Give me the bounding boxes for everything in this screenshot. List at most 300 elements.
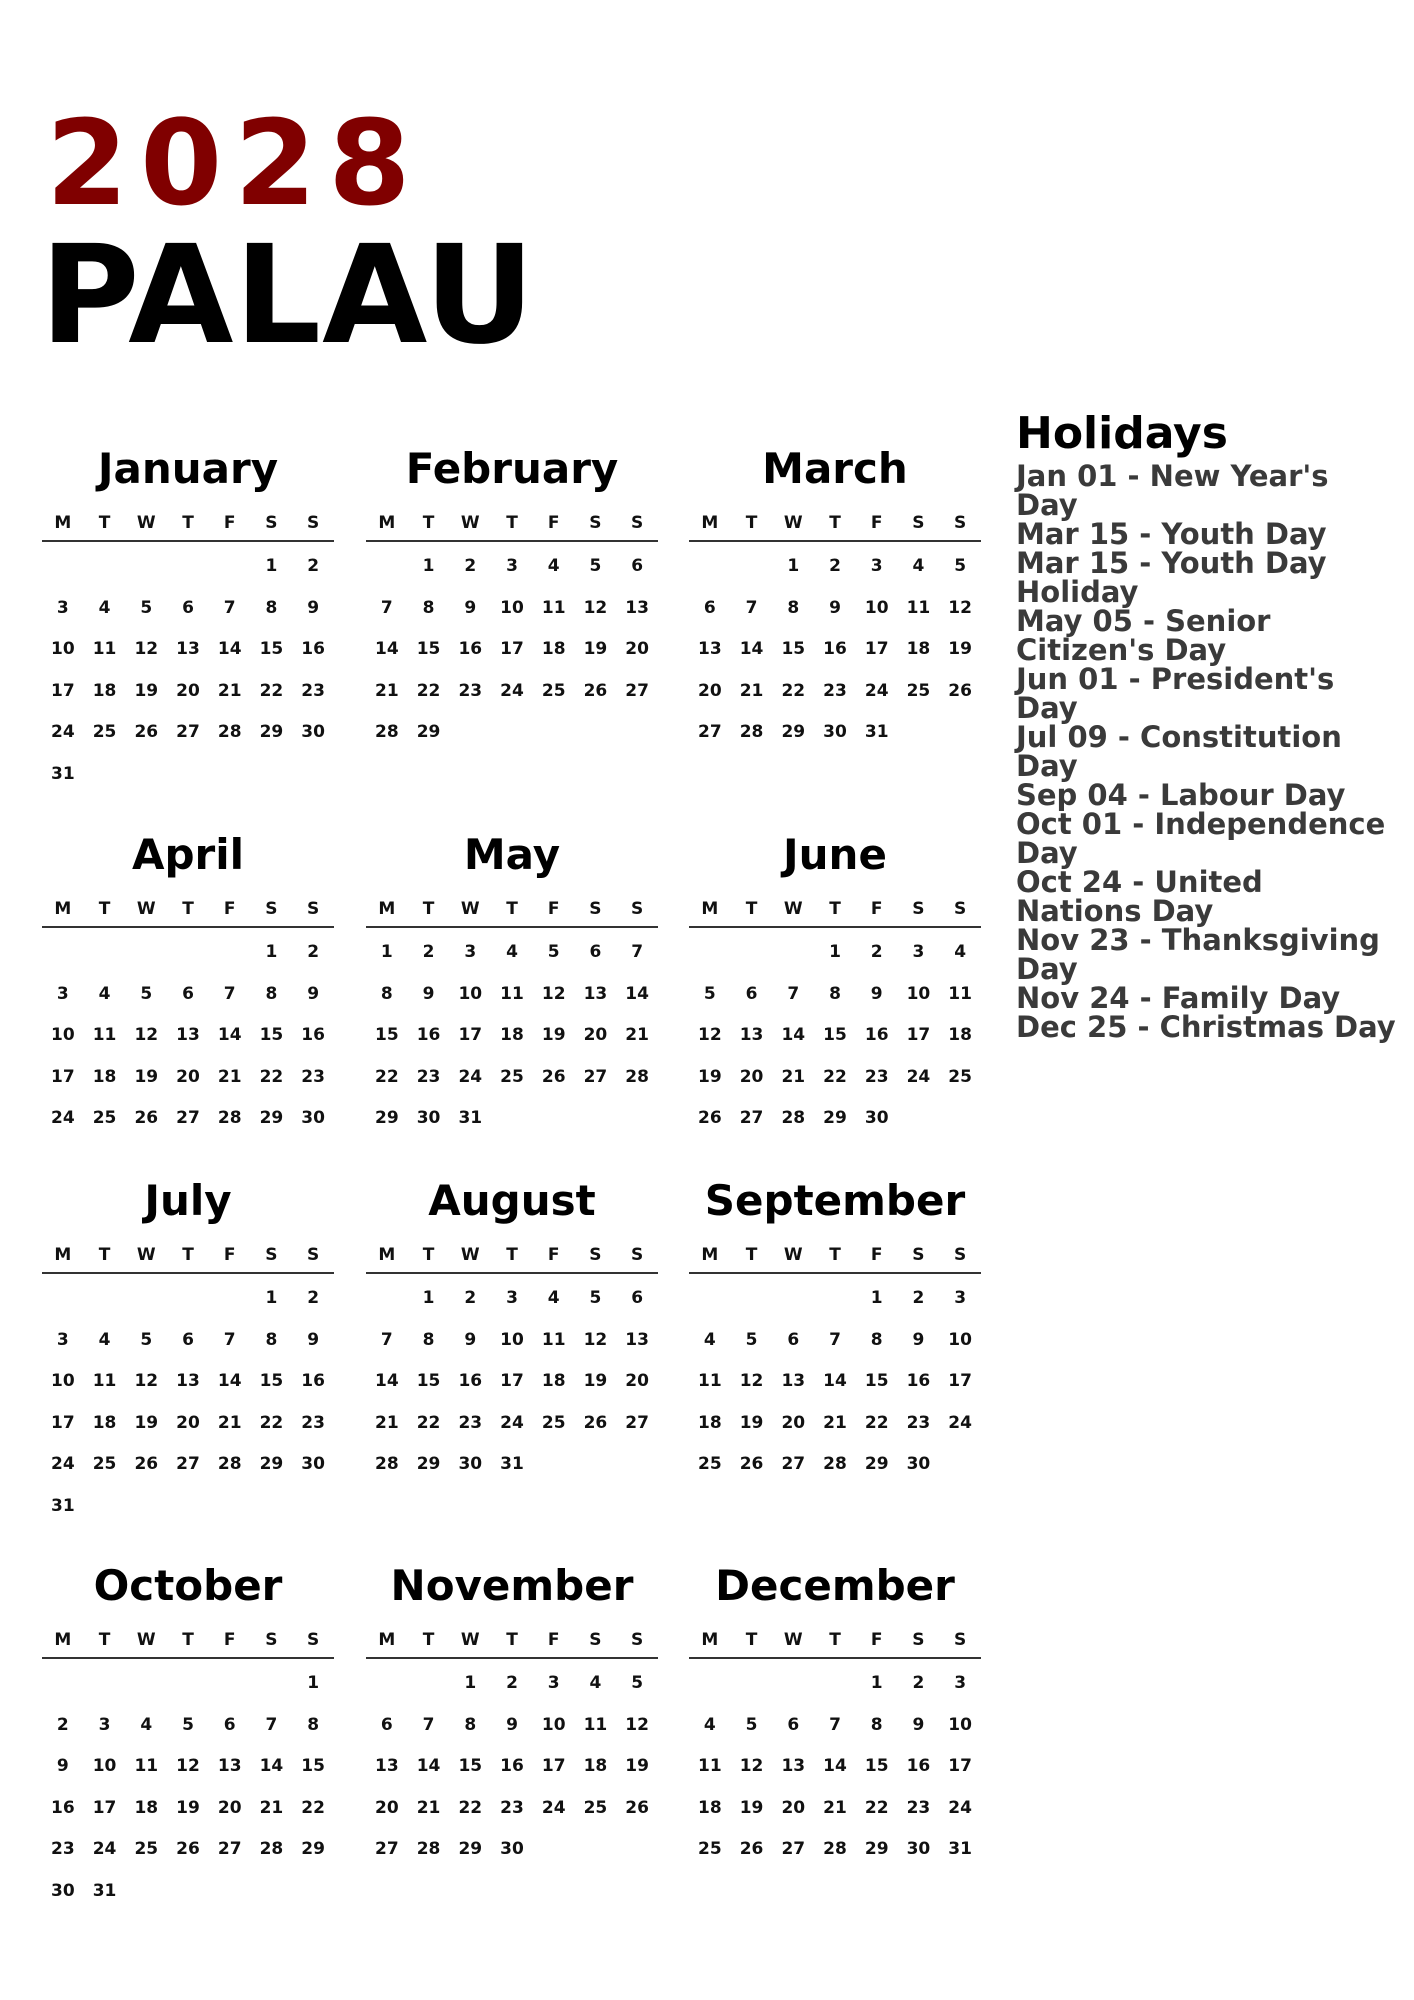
day-cell: 20 — [739, 1066, 764, 1087]
empty-cell — [366, 1278, 408, 1320]
weekday-header: M — [366, 892, 408, 928]
day-cell: 6 — [182, 597, 194, 618]
day-cell: 28 — [375, 722, 399, 742]
day-cell: 30 — [51, 1880, 75, 1901]
day-cell: 5 — [703, 983, 716, 1004]
day-cell: 11 — [500, 983, 524, 1004]
day-cell: 4 — [506, 942, 518, 962]
holiday-item: Jul 09 - Constitution Day — [1016, 720, 1342, 783]
day-cell: 4 — [98, 983, 111, 1004]
day-cell: 1 — [787, 556, 800, 576]
weekday-header: M — [689, 1623, 731, 1659]
day-cell: 20 — [625, 639, 649, 659]
day-cell: 13 — [698, 639, 722, 659]
day-cell: 25 — [583, 1797, 608, 1818]
day-cell: 24 — [541, 1797, 566, 1818]
weekday-header: T — [491, 1238, 533, 1274]
day-cell: 26 — [134, 1454, 159, 1474]
month-name: October — [93, 1561, 283, 1610]
empty-cell — [731, 546, 773, 588]
weekday-header: M — [366, 1623, 408, 1659]
day-cell: 30 — [906, 1839, 931, 1859]
day-cell: 29 — [259, 1454, 284, 1474]
day-cell: 19 — [176, 1797, 200, 1818]
month-name: December — [715, 1561, 955, 1610]
day-cell: 23 — [906, 1797, 931, 1818]
day-cell: 10 — [51, 1371, 75, 1391]
day-cell: 22 — [458, 1797, 483, 1818]
day-cell: 22 — [823, 1066, 847, 1087]
day-cell: 27 — [781, 1839, 806, 1859]
month-march — [689, 444, 981, 754]
weekday-header: F — [533, 1238, 575, 1274]
day-cell: 1 — [870, 1288, 883, 1308]
weekday-header: T — [814, 1623, 856, 1659]
day-cell: 12 — [583, 597, 608, 618]
day-cell: 16 — [500, 1756, 524, 1776]
day-cell: 26 — [541, 1066, 566, 1087]
day-cell: 11 — [541, 1329, 566, 1350]
day-cell: 4 — [703, 1714, 716, 1735]
holidays-title: Holidays — [1016, 408, 1228, 459]
empty-cell — [84, 932, 126, 974]
holiday-item: Sep 04 - Labour Day — [1016, 778, 1346, 812]
weekday-header: F — [856, 892, 898, 928]
day-cell: 4 — [703, 1329, 716, 1350]
day-cell: 30 — [906, 1454, 931, 1474]
empty-cell — [167, 1278, 209, 1320]
day-cell: 15 — [781, 639, 806, 659]
day-cell: 23 — [458, 680, 483, 701]
day-cell: 29 — [259, 722, 284, 742]
empty-cell — [42, 1278, 84, 1320]
month-name: November — [390, 1561, 634, 1610]
day-cell: 8 — [870, 1714, 883, 1735]
day-cell: 22 — [781, 680, 806, 701]
weekday-header: W — [449, 1623, 491, 1659]
weekday-header: F — [533, 1623, 575, 1659]
day-cell: 13 — [781, 1756, 806, 1776]
day-cell: 27 — [625, 1412, 649, 1433]
day-cell: 6 — [745, 983, 758, 1004]
day-cell: 5 — [547, 942, 560, 962]
day-cell: 13 — [625, 1329, 649, 1350]
year-title: 2028 — [46, 94, 423, 232]
day-cell: 3 — [506, 556, 518, 576]
day-cell: 12 — [583, 1329, 608, 1350]
day-cell: 25 — [500, 1066, 524, 1087]
day-cell: 13 — [625, 597, 649, 618]
weekday-header: F — [209, 1238, 251, 1274]
day-cell: 28 — [217, 722, 242, 742]
day-cell: 13 — [176, 639, 200, 659]
day-cell: 20 — [375, 1797, 399, 1818]
day-cell: 18 — [698, 1412, 722, 1433]
day-cell: 15 — [823, 1025, 847, 1045]
day-cell: 13 — [739, 1025, 764, 1045]
day-grid — [689, 1623, 981, 1871]
weekday-header: S — [939, 506, 981, 542]
day-cell: 6 — [787, 1329, 800, 1350]
day-cell: 16 — [864, 1025, 889, 1045]
day-cell: 20 — [176, 1066, 200, 1087]
day-cell: 29 — [416, 722, 441, 742]
weekday-header: T — [408, 892, 450, 928]
weekday-header: S — [939, 1238, 981, 1274]
day-cell: 26 — [583, 680, 608, 701]
empty-cell — [814, 1278, 856, 1320]
day-cell: 25 — [92, 722, 117, 742]
day-cell: 7 — [631, 942, 644, 962]
day-cell: 20 — [781, 1797, 806, 1818]
day-cell: 10 — [906, 983, 931, 1004]
empty-cell — [366, 1663, 408, 1705]
day-cell: 24 — [500, 680, 524, 701]
day-cell: 18 — [948, 1025, 972, 1045]
month-september — [689, 1176, 981, 1486]
empty-cell — [814, 1663, 856, 1705]
day-cell: 26 — [948, 680, 972, 701]
weekday-header: F — [209, 1623, 251, 1659]
day-cell: 12 — [739, 1756, 764, 1776]
day-cell: 10 — [500, 597, 524, 618]
day-cell: 1 — [265, 1288, 278, 1308]
month-november — [366, 1561, 658, 1871]
day-cell: 4 — [912, 556, 925, 576]
empty-cell — [772, 1663, 814, 1705]
day-cell: 2 — [422, 942, 435, 962]
day-cell: 29 — [458, 1839, 483, 1859]
day-cell: 24 — [51, 1108, 75, 1128]
day-cell: 9 — [56, 1756, 69, 1776]
weekday-header: T — [731, 506, 773, 542]
day-cell: 11 — [906, 597, 931, 618]
day-cell: 19 — [583, 639, 608, 659]
day-cell: 14 — [217, 1371, 242, 1391]
weekday-header: S — [898, 892, 940, 928]
day-cell: 27 — [375, 1839, 399, 1859]
day-cell: 14 — [375, 639, 399, 659]
day-cell: 14 — [375, 1371, 399, 1391]
day-cell: 18 — [92, 1066, 117, 1087]
weekday-header: W — [772, 506, 814, 542]
weekday-header: M — [42, 1238, 84, 1274]
day-cell: 28 — [217, 1108, 242, 1128]
day-cell: 8 — [380, 983, 393, 1004]
day-cell: 28 — [823, 1454, 847, 1474]
day-cell: 2 — [307, 1288, 320, 1308]
month-name: July — [144, 1176, 232, 1225]
day-cell: 31 — [500, 1454, 524, 1474]
day-cell: 30 — [301, 1108, 325, 1128]
day-cell: 24 — [51, 1454, 75, 1474]
weekday-header: S — [292, 506, 334, 542]
day-cell: 6 — [589, 942, 602, 962]
month-name: February — [405, 444, 619, 493]
day-cell: 29 — [823, 1108, 847, 1128]
day-cell: 16 — [906, 1371, 931, 1391]
day-cell: 1 — [829, 942, 841, 962]
day-cell: 11 — [134, 1756, 159, 1776]
day-cell: 12 — [134, 1371, 159, 1391]
day-cell: 22 — [375, 1066, 399, 1087]
day-grid — [689, 506, 981, 754]
weekday-header: S — [939, 892, 981, 928]
day-cell: 21 — [625, 1025, 649, 1045]
day-cell: 30 — [301, 722, 325, 742]
day-cell: 7 — [223, 983, 236, 1004]
month-name: April — [131, 830, 245, 879]
month-name: May — [463, 830, 561, 879]
day-cell: 9 — [307, 597, 320, 618]
day-cell: 12 — [134, 639, 159, 659]
day-cell: 28 — [217, 1454, 242, 1474]
day-cell: 4 — [589, 1673, 602, 1693]
month-january — [42, 444, 334, 795]
weekday-header: T — [167, 892, 209, 928]
day-grid — [366, 1238, 658, 1486]
holiday-item: Jun 01 - President's Day — [1016, 662, 1335, 725]
weekday-header: T — [491, 506, 533, 542]
day-grid — [689, 892, 981, 1140]
weekday-header: T — [167, 1238, 209, 1274]
day-cell: 23 — [864, 1066, 889, 1087]
day-cell: 22 — [259, 1412, 284, 1433]
day-cell: 20 — [625, 1371, 649, 1391]
day-cell: 22 — [864, 1797, 889, 1818]
weekday-header: S — [939, 1623, 981, 1659]
day-cell: 16 — [416, 1025, 441, 1045]
day-cell: 8 — [265, 983, 278, 1004]
day-cell: 26 — [698, 1108, 722, 1128]
day-cell: 13 — [375, 1756, 399, 1776]
day-cell: 7 — [787, 983, 800, 1004]
day-cell: 10 — [541, 1714, 566, 1735]
day-cell: 1 — [265, 556, 278, 576]
weekday-header: W — [449, 892, 491, 928]
day-cell: 22 — [259, 1066, 284, 1087]
day-cell: 17 — [51, 1066, 75, 1087]
day-cell: 1 — [422, 556, 435, 576]
day-cell: 3 — [56, 1329, 69, 1350]
day-cell: 25 — [698, 1839, 722, 1859]
empty-cell — [689, 1278, 731, 1320]
day-cell: 16 — [301, 1025, 325, 1045]
weekday-header: S — [251, 506, 293, 542]
day-cell: 10 — [51, 1025, 75, 1045]
weekday-header: F — [209, 506, 251, 542]
empty-cell — [731, 1663, 773, 1705]
day-cell: 13 — [781, 1371, 806, 1391]
day-cell: 18 — [698, 1797, 722, 1818]
day-cell: 27 — [176, 1108, 200, 1128]
day-cell: 16 — [823, 639, 847, 659]
day-cell: 6 — [631, 1288, 644, 1308]
empty-cell — [772, 932, 814, 974]
day-cell: 23 — [301, 680, 325, 701]
weekday-header: W — [772, 892, 814, 928]
weekday-header: S — [575, 1238, 617, 1274]
day-cell: 2 — [506, 1673, 518, 1693]
day-cell: 19 — [541, 1025, 566, 1045]
day-cell: 26 — [739, 1454, 764, 1474]
day-cell: 30 — [500, 1839, 524, 1859]
day-cell: 11 — [698, 1371, 722, 1391]
day-cell: 14 — [781, 1025, 806, 1045]
day-cell: 1 — [307, 1673, 320, 1693]
day-cell: 18 — [134, 1797, 159, 1818]
day-cell: 17 — [906, 1025, 931, 1045]
weekday-header: T — [731, 1238, 773, 1274]
day-cell: 22 — [864, 1412, 889, 1433]
day-cell: 3 — [954, 1673, 967, 1693]
weekday-header: W — [772, 1623, 814, 1659]
day-cell: 14 — [259, 1756, 284, 1776]
day-cell: 23 — [823, 680, 847, 701]
month-july — [42, 1176, 334, 1527]
day-cell: 14 — [823, 1756, 847, 1776]
day-cell: 7 — [265, 1714, 278, 1735]
day-cell: 1 — [380, 942, 393, 962]
empty-cell — [167, 1663, 209, 1705]
day-cell: 13 — [176, 1025, 200, 1045]
day-cell: 5 — [589, 1288, 602, 1308]
day-cell: 3 — [56, 597, 69, 618]
day-cell: 15 — [416, 1371, 441, 1391]
day-cell: 2 — [307, 942, 320, 962]
day-cell: 12 — [948, 597, 972, 618]
weekday-header: T — [84, 892, 126, 928]
day-cell: 4 — [98, 597, 111, 618]
day-cell: 20 — [217, 1797, 242, 1818]
empty-cell — [731, 932, 773, 974]
weekday-header: F — [209, 892, 251, 928]
day-cell: 26 — [739, 1839, 764, 1859]
weekday-header: S — [251, 1623, 293, 1659]
day-cell: 7 — [829, 1329, 841, 1350]
day-cell: 1 — [464, 1673, 477, 1693]
empty-cell — [772, 1278, 814, 1320]
weekday-header: S — [898, 1238, 940, 1274]
empty-cell — [167, 546, 209, 588]
day-cell: 15 — [259, 1025, 284, 1045]
day-cell: 21 — [259, 1797, 284, 1818]
day-cell: 17 — [500, 639, 524, 659]
day-cell: 31 — [458, 1108, 483, 1128]
day-cell: 12 — [698, 1025, 722, 1045]
day-cell: 27 — [698, 722, 722, 742]
weekday-header: M — [42, 506, 84, 542]
day-cell: 9 — [829, 597, 841, 618]
day-cell: 17 — [948, 1371, 972, 1391]
day-cell: 8 — [422, 597, 435, 618]
day-cell: 20 — [583, 1025, 608, 1045]
day-cell: 15 — [259, 639, 284, 659]
day-cell: 17 — [541, 1756, 566, 1776]
day-cell: 18 — [92, 680, 117, 701]
day-cell: 2 — [464, 1288, 477, 1308]
day-cell: 17 — [51, 1412, 75, 1433]
holiday-item: Dec 25 - Christmas Day — [1016, 1010, 1396, 1044]
day-cell: 20 — [698, 680, 722, 701]
day-cell: 9 — [870, 983, 883, 1004]
day-cell: 23 — [906, 1412, 931, 1433]
month-name: August — [428, 1176, 596, 1225]
day-cell: 21 — [217, 1412, 242, 1433]
day-cell: 27 — [583, 1066, 608, 1087]
day-cell: 28 — [625, 1066, 649, 1087]
empty-cell — [125, 1663, 167, 1705]
day-grid — [366, 506, 658, 754]
weekday-header: S — [898, 506, 940, 542]
day-cell: 19 — [625, 1756, 649, 1776]
weekday-header: T — [491, 892, 533, 928]
day-cell: 19 — [739, 1412, 764, 1433]
day-cell: 10 — [500, 1329, 524, 1350]
empty-cell — [167, 932, 209, 974]
day-cell: 27 — [176, 722, 200, 742]
weekday-header: S — [575, 1623, 617, 1659]
day-cell: 6 — [380, 1714, 393, 1735]
day-cell: 6 — [182, 983, 194, 1004]
weekday-header: S — [575, 506, 617, 542]
day-grid — [366, 892, 658, 1140]
month-may — [366, 830, 658, 1140]
day-grid — [42, 892, 334, 1140]
day-cell: 9 — [464, 1329, 477, 1350]
weekday-header: T — [814, 506, 856, 542]
weekday-header: T — [814, 1238, 856, 1274]
day-cell: 18 — [500, 1025, 524, 1045]
day-cell: 23 — [301, 1066, 325, 1087]
day-cell: 9 — [307, 983, 320, 1004]
day-cell: 22 — [301, 1797, 325, 1818]
day-cell: 18 — [541, 639, 566, 659]
day-cell: 5 — [140, 597, 153, 618]
weekday-header: S — [616, 892, 658, 928]
day-cell: 3 — [547, 1673, 560, 1693]
holiday-item: Oct 24 - United Nations Day — [1016, 865, 1263, 928]
day-cell: 8 — [829, 983, 841, 1004]
day-cell: 25 — [541, 680, 566, 701]
day-cell: 25 — [92, 1108, 117, 1128]
month-february — [366, 444, 658, 754]
day-cell: 17 — [948, 1756, 972, 1776]
weekday-header: T — [167, 1623, 209, 1659]
day-cell: 18 — [92, 1412, 117, 1433]
day-cell: 7 — [829, 1714, 841, 1735]
day-grid — [42, 1238, 334, 1527]
day-cell: 18 — [541, 1371, 566, 1391]
day-cell: 28 — [375, 1454, 399, 1474]
empty-cell — [125, 546, 167, 588]
weekday-header: S — [575, 892, 617, 928]
day-cell: 5 — [182, 1714, 194, 1735]
day-cell: 5 — [589, 556, 602, 576]
day-cell: 22 — [416, 680, 441, 701]
day-cell: 7 — [380, 597, 393, 618]
holiday-item: Oct 01 - Independence Day — [1016, 807, 1386, 870]
day-cell: 22 — [259, 680, 284, 701]
day-cell: 9 — [307, 1329, 320, 1350]
day-cell: 21 — [739, 680, 764, 701]
day-cell: 4 — [954, 942, 967, 962]
day-cell: 29 — [416, 1454, 441, 1474]
weekday-header: T — [84, 1238, 126, 1274]
day-cell: 27 — [176, 1454, 200, 1474]
day-cell: 24 — [92, 1839, 117, 1859]
day-cell: 5 — [140, 983, 153, 1004]
